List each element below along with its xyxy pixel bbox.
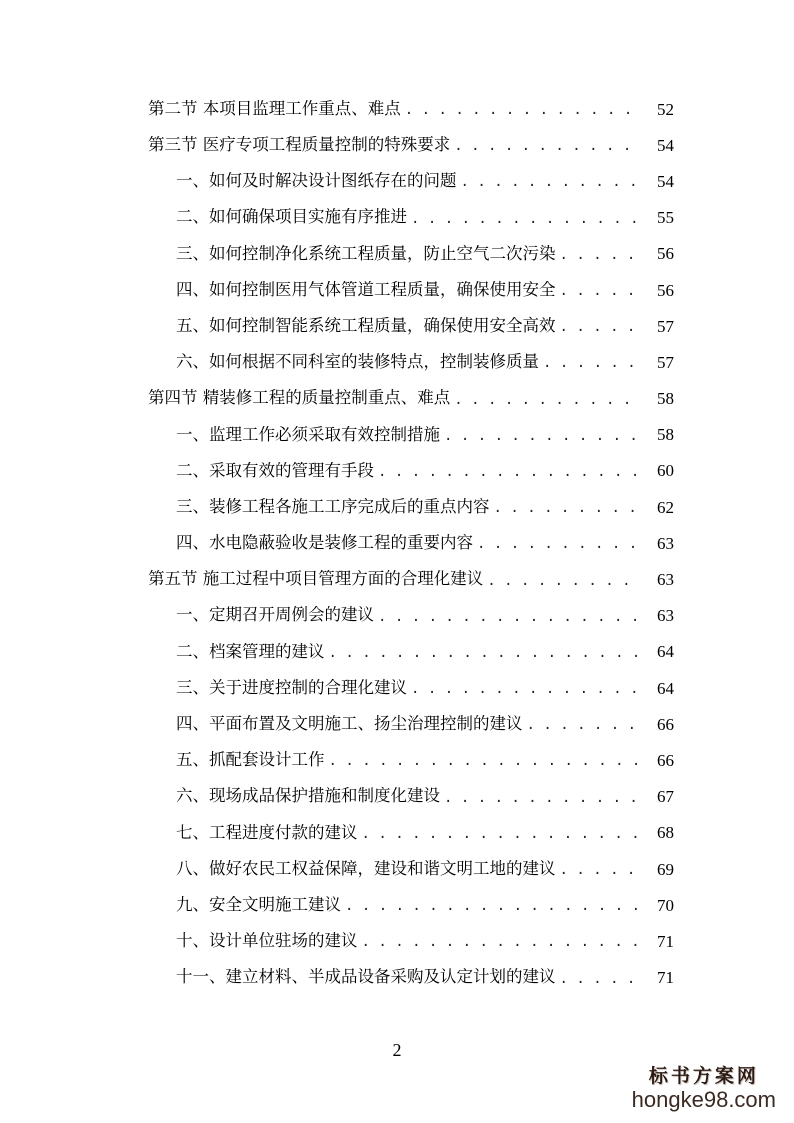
toc-entry-title: 四、平面布置及文明施工、扬尘治理控制的建议	[176, 714, 523, 734]
toc-subsection-entry[interactable]	[0, 598, 794, 634]
toc-entry-page-number: 68	[657, 823, 674, 843]
toc-entry-title: 五、抓配套设计工作	[176, 750, 325, 770]
toc-entry-title: 七、工程进度付款的建议	[176, 822, 358, 842]
toc-subsection-entry[interactable]	[0, 236, 794, 272]
toc-dot-leader	[560, 284, 641, 298]
toc-dot-leader	[378, 465, 640, 479]
toc-entry-title: 一、如何及时解决设计图纸存在的问题	[176, 171, 457, 191]
toc-entry-page-number: 63	[657, 606, 674, 626]
toc-entry-title: 六、现场成品保护措施和制度化建设	[176, 786, 440, 806]
toc-dot-leader	[444, 791, 640, 805]
watermark-logo	[632, 1061, 776, 1113]
toc-subsection-entry[interactable]	[0, 960, 794, 996]
toc-subsection-entry[interactable]	[0, 417, 794, 453]
toc-dot-leader	[405, 103, 640, 117]
toc-dot-leader	[378, 610, 640, 624]
toc-entry-page-number: 54	[657, 171, 674, 191]
toc-dot-leader	[560, 972, 641, 986]
toc-entry-title: 十、设计单位驻场的建议	[176, 931, 358, 951]
toc-entry-page-number: 67	[657, 787, 674, 807]
toc-subsection-entry[interactable]	[0, 887, 794, 923]
toc-entry-title: 第四节 精装修工程的质量控制重点、难点	[148, 388, 451, 408]
toc-dot-leader	[494, 501, 641, 515]
toc-dot-leader	[444, 429, 640, 443]
toc-entry-page-number: 60	[657, 461, 674, 481]
toc-dot-leader	[411, 212, 640, 226]
toc-entry-page-number: 66	[657, 714, 674, 734]
toc-entry-page-number: 58	[657, 425, 674, 445]
toc-dot-leader	[411, 682, 640, 696]
toc-dot-leader	[477, 537, 640, 551]
toc-entry-title: 一、监理工作必须采取有效控制措施	[176, 424, 440, 444]
toc-entry-page-number: 62	[657, 497, 674, 517]
toc-entry-page-number: 64	[657, 642, 674, 662]
toc-entry-title: 四、水电隐蔽验收是装修工程的重要内容	[176, 533, 473, 553]
toc-entry-page-number: 64	[657, 678, 674, 698]
toc-entry-page-number: 54	[657, 135, 674, 155]
toc-subsection-entry[interactable]	[0, 308, 794, 344]
toc-subsection-entry[interactable]	[0, 525, 794, 561]
toc-dot-leader	[329, 754, 641, 768]
toc-entry-page-number: 57	[657, 316, 674, 336]
toc-entry-page-number: 57	[657, 352, 674, 372]
toc-subsection-entry[interactable]	[0, 200, 794, 236]
toc-subsection-entry[interactable]	[0, 489, 794, 525]
toc-section-entry[interactable]	[0, 561, 794, 597]
toc-entry-title: 九、安全文明施工建议	[176, 894, 341, 914]
toc-entry-title: 第二节 本项目监理工作重点、难点	[148, 98, 401, 118]
toc-subsection-entry[interactable]	[0, 851, 794, 887]
toc-entry-title: 第三节 医疗专项工程质量控制的特殊要求	[148, 135, 451, 155]
toc-entry-page-number: 63	[657, 570, 674, 590]
toc-entry-page-number: 71	[657, 968, 674, 988]
toc-entry-title: 三、装修工程各施工工序完成后的重点内容	[176, 496, 490, 516]
toc-dot-leader	[454, 139, 640, 153]
toc-entry-title: 第五节 施工过程中项目管理方面的合理化建议	[148, 569, 484, 589]
toc-subsection-entry[interactable]	[0, 272, 794, 308]
toc-entry-page-number: 66	[657, 750, 674, 770]
toc-entry-title: 一、定期召开周例会的建议	[176, 605, 374, 625]
toc-entry-page-number: 63	[657, 533, 674, 553]
toc-section-entry[interactable]	[0, 127, 794, 163]
toc-dot-leader	[345, 899, 640, 913]
toc-entry-title: 五、如何控制智能系统工程质量，确保使用安全高效	[176, 315, 556, 335]
toc-dot-leader	[362, 935, 641, 949]
toc-subsection-entry[interactable]	[0, 815, 794, 851]
toc-subsection-entry[interactable]	[0, 779, 794, 815]
watermark-site-name: 标书方案网	[648, 1065, 759, 1087]
toc-dot-leader	[527, 718, 641, 732]
toc-entry-page-number: 56	[657, 280, 674, 300]
toc-entry-title: 十一、建立材料、半成品设备采购及认定计划的建议	[176, 967, 556, 987]
toc-entry-title: 二、档案管理的建议	[176, 641, 325, 661]
toc-entry-page-number: 52	[657, 99, 674, 119]
toc-subsection-entry[interactable]	[0, 706, 794, 742]
toc-entry-page-number: 56	[657, 244, 674, 264]
toc-dot-leader	[560, 863, 641, 877]
toc-section-entry[interactable]	[0, 91, 794, 127]
toc-subsection-entry[interactable]	[0, 453, 794, 489]
toc-entry-title: 二、如何确保项目实施有序推进	[176, 207, 407, 227]
toc-dot-leader	[329, 646, 641, 660]
toc-entry-title: 三、关于进度控制的合理化建议	[176, 677, 407, 697]
toc-entry-title: 二、采取有效的管理有手段	[176, 460, 374, 480]
toc-dot-leader	[543, 356, 640, 370]
toc-dot-leader	[560, 320, 641, 334]
toc-entry-page-number: 58	[657, 389, 674, 409]
toc-entry-title: 六、如何根据不同科室的装修特点，控制装修质量	[176, 352, 539, 372]
toc-subsection-entry[interactable]	[0, 163, 794, 199]
toc-subsection-entry[interactable]	[0, 742, 794, 778]
toc-subsection-entry[interactable]	[0, 923, 794, 959]
toc-dot-leader	[487, 574, 640, 588]
toc-dot-leader	[454, 393, 640, 407]
toc-dot-leader	[362, 827, 641, 841]
toc-entry-title: 八、做好农民工权益保障，建设和谐文明工地的建议	[176, 858, 556, 878]
page-number: 2	[392, 1040, 402, 1060]
toc-entry-page-number: 71	[657, 931, 674, 951]
toc-subsection-entry[interactable]	[0, 670, 794, 706]
toc-entry-page-number: 70	[657, 895, 674, 915]
table-of-contents	[0, 91, 794, 996]
toc-subsection-entry[interactable]	[0, 344, 794, 380]
toc-entry-page-number: 69	[657, 859, 674, 879]
toc-entry-title: 三、如何控制净化系统工程质量，防止空气二次污染	[176, 243, 556, 263]
toc-dot-leader	[461, 175, 641, 189]
watermark-url: hongke98.com	[631, 1087, 776, 1112]
toc-entry-title: 四、如何控制医用气体管道工程质量，确保使用安全	[176, 279, 556, 299]
toc-subsection-entry[interactable]	[0, 634, 794, 670]
toc-section-entry[interactable]	[0, 381, 794, 417]
toc-dot-leader	[560, 248, 641, 262]
toc-entry-page-number: 55	[657, 208, 674, 228]
